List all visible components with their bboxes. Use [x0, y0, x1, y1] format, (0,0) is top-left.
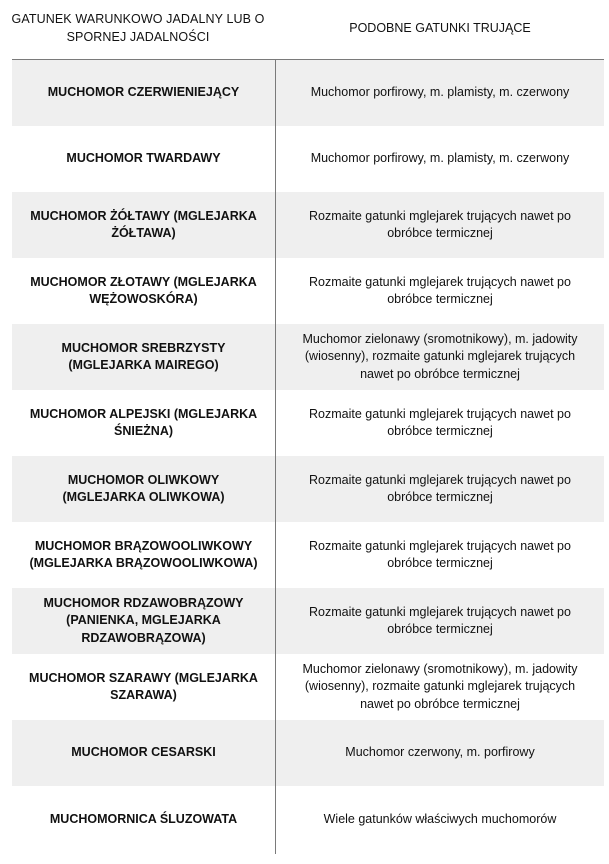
similar-species: Rozmaite gatunki mglejarek trujących nawet po obróbce termicznej [309, 274, 571, 306]
table-row [12, 588, 604, 654]
species-name: MUCHOMOR CESARSKI [12, 720, 276, 786]
table-row [12, 390, 604, 456]
table-row [12, 192, 604, 258]
table-header [12, 0, 604, 60]
similar-species: Rozmaite gatunki mglejarek trujących nawet po obróbce termicznej [309, 472, 571, 504]
species-name: MUCHOMOR SREBRZYSTY (MGLEJARKA MAIREGO) [12, 324, 276, 390]
species-name: MUCHOMOR RDZAWOBRĄZOWY (PANIENKA, MGLEJARKA RDZAWOBRĄZOWA) [12, 588, 276, 654]
table-row [12, 126, 604, 192]
table-row [12, 654, 604, 720]
table-row [12, 786, 604, 854]
similar-species: Wiele gatunków właściwych muchomorów [323, 812, 557, 827]
header-edible-species: GATUNEK WARUNKOWO JADALNY LUB O SPORNEJ JADALNOŚCI [11, 11, 265, 44]
similar-species: Muchomor czerwony, m. porfirowy [345, 745, 535, 760]
table-row [12, 522, 604, 588]
similar-species: Muchomor porfirowy, m. plamisty, m. czerwony [310, 85, 570, 100]
similar-species: Rozmaite gatunki mglejarek trujących nawet po obróbce termicznej [309, 538, 571, 570]
species-name: MUCHOMOR ŻÓŁTAWY (MGLEJARKA ŻÓŁTAWA) [12, 192, 276, 258]
similar-species: Rozmaite gatunki mglejarek trujących nawet po obróbce termicznej [309, 604, 571, 636]
table-row [12, 720, 604, 786]
table-row [12, 324, 604, 390]
similar-species: Rozmaite gatunki mglejarek trujących nawet po obróbce termicznej [309, 208, 571, 240]
species-name: MUCHOMOR OLIWKOWY (MGLEJARKA OLIWKOWA) [12, 456, 276, 522]
species-name: MUCHOMOR CZERWIENIEJĄCY [12, 60, 276, 126]
species-name: MUCHOMOR SZARAWY (MGLEJARKA SZARAWA) [12, 654, 276, 720]
species-name: MUCHOMOR TWARDAWY [12, 126, 276, 192]
table-row [12, 456, 604, 522]
similar-species: Muchomor zielonawy (sromotnikowy), m. jadowity (wiosenny), rozmaite gatunki mglejarek trujących nawet po obróbce termicznej [302, 661, 578, 711]
table-row [12, 60, 604, 126]
mushroom-table [12, 0, 604, 854]
similar-species: Muchomor zielonawy (sromotnikowy), m. jadowity (wiosenny), rozmaite gatunki mglejarek trujących nawet po obróbce termicznej [302, 331, 578, 381]
species-name: MUCHOMOR ALPEJSKI (MGLEJARKA ŚNIEŻNA) [12, 390, 276, 456]
header-poisonous-lookalikes: PODOBNE GATUNKI TRUJĄCE [349, 20, 531, 35]
similar-species: Muchomor porfirowy, m. plamisty, m. czerwony [310, 151, 570, 166]
species-name: MUCHOMORNICA ŚLUZOWATA [12, 786, 276, 854]
species-name: MUCHOMOR BRĄZOWOOLIWKOWY (MGLEJARKA BRĄZOWOOLIWKOWA) [12, 522, 276, 588]
similar-species: Rozmaite gatunki mglejarek trujących nawet po obróbce termicznej [309, 406, 571, 438]
species-name: MUCHOMOR ZŁOTAWY (MGLEJARKA WĘŻOWOSKÓRA) [12, 258, 276, 324]
table-row [12, 258, 604, 324]
